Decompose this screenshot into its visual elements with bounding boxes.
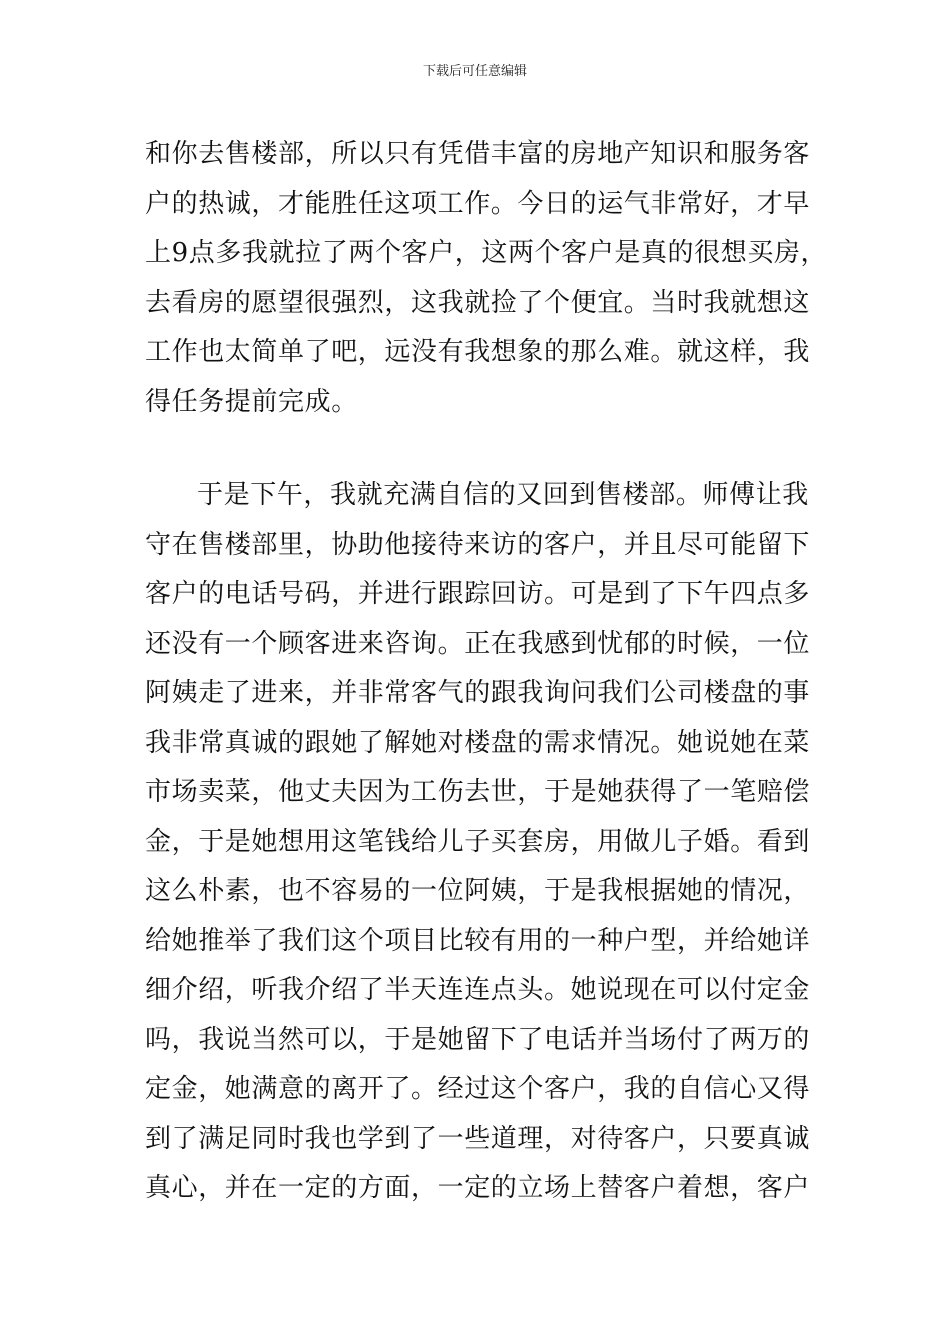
text-line: 真心，并在一定的方面，一定的立场上替客户着想，客户 [145,1173,811,1203]
text-line: 细介绍，听我介绍了半天连连点头。她说现在可以付定金 [145,975,811,1005]
text-line: 守在售楼部里，协助他接待来访的客户，并且尽可能留下 [145,529,811,560]
paragraph-spacer [145,427,815,471]
text-line: 我非常真诚的跟她了解她对楼盘的需求情况。她说她在菜 [145,727,811,758]
text-line: 市场卖菜，他丈夫因为工伤去世，于是她获得了一笔赔偿 [145,777,811,807]
text-line: 金，于是她想用这笔钱给儿子买套房，用做儿子婚。看到 [145,826,811,857]
text-line: 工作也太简单了吧，远没有我想象的那么难。就这样，我 [145,337,811,367]
body-text [145,130,828,1214]
text-line: 定金，她满意的离开了。经过这个客户，我的自信心又得 [145,1074,811,1104]
text-line: 得任务提前完成。 [145,386,358,417]
text-line: 吗，我说当然可以，于是她留下了电话并当场付了两万的 [145,1024,811,1055]
text-line: 于是下午，我就充满自信的又回到售楼部。师傅让我 [197,480,809,510]
text-line: 户的热诚，才能胜任这项工作。今日的运气非常好，才早 [145,188,811,219]
text-line: 和你去售楼部，所以只有凭借丰富的房地产知识和服务客 [145,139,811,169]
paragraph-2 [145,471,815,1214]
text-line: 到了满足同时我也学到了一些道理，对待客户，只要真诚 [145,1123,811,1154]
header-note: 下载后可任意编辑 [422,64,527,79]
paragraph-1 [145,130,828,427]
text-line: 客户的电话号码，并进行跟踪回访。可是到了下午四点多 [145,579,811,609]
text-line: 给她推举了我们这个项目比较有用的一种户型，并给她详 [145,925,811,956]
text-line: 上9点多我就拉了两个客户，这两个客户是真的很想买房， [145,238,828,268]
text-line: 还没有一个顾客进来咨询。正在我感到忧郁的时候，一位 [145,628,811,659]
text-line: 这么朴素，也不容易的一位阿姨，于是我根据她的情况， [145,876,811,906]
text-line: 去看房的愿望很强烈，这我就捡了个便宜。当时我就想这 [145,287,811,318]
text-line: 阿姨走了进来，并非常客气的跟我询问我们公司楼盘的事 [145,678,811,708]
